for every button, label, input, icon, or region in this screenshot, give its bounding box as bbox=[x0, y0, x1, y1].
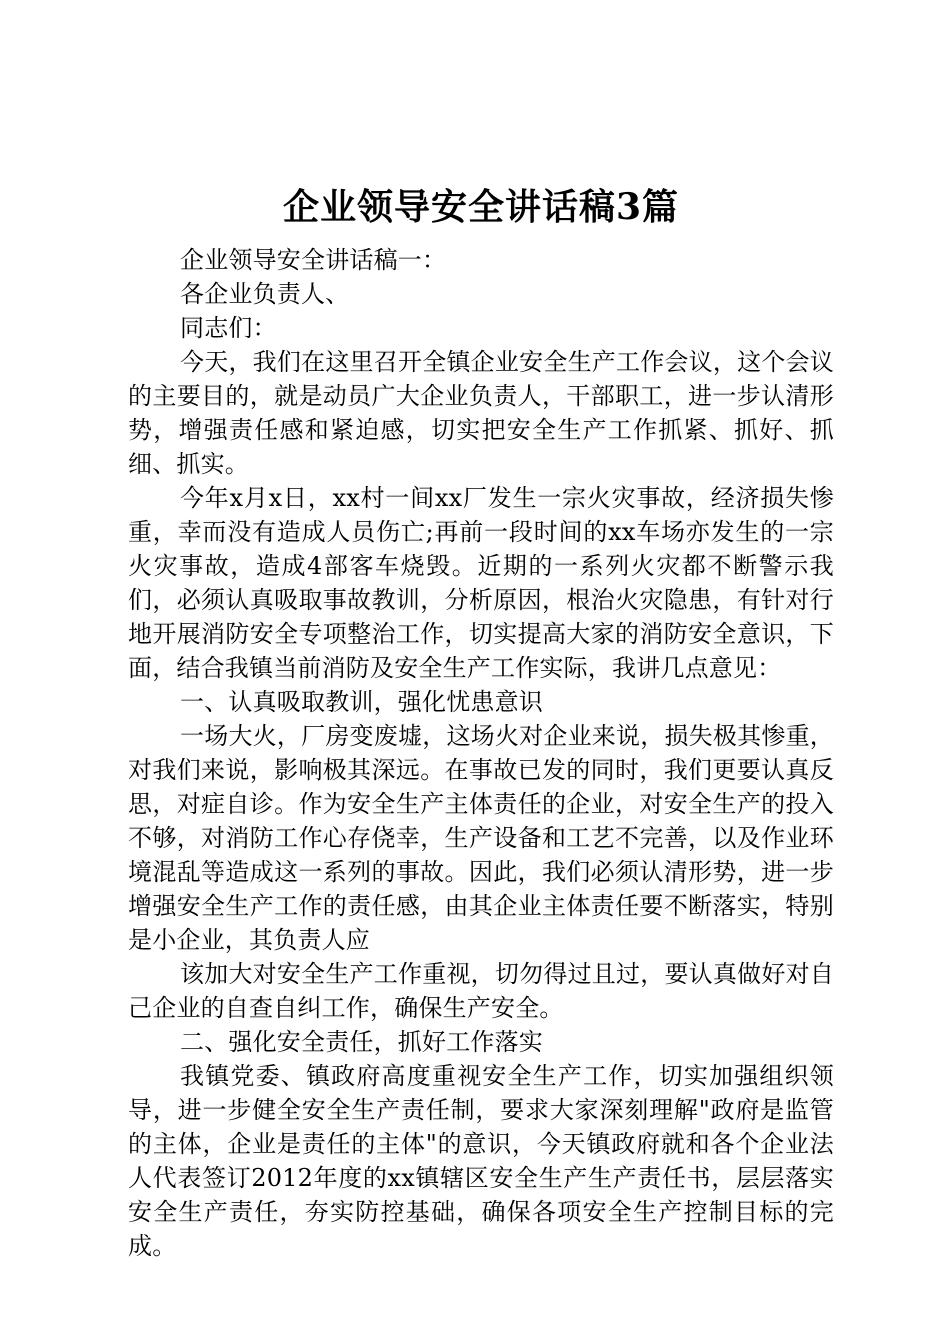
section-heading-2: 二、强化安全责任，抓好工作落实 bbox=[180, 1028, 543, 1056]
paragraph-section-1: 一场大火，厂房变废墟，这场火对企业来说，损失极其惨重，对我们来说，影响极其深远。在事故已发的同时，我们更要认真反思，对症自诊。作为安全生产主体责任的企业，对安全生产的投入不够，对消防工作心存侥幸，生产设备和工艺不完善，以及作业环境混乱等造成这一系列的事故。因此，我们必须认清形势，进一步增强安全生产工作的责任感，由其企业主体责任要不断落实，特别是小企业，其负责人应 bbox=[128, 722, 834, 954]
section-heading-1: 一、认真吸取教训，强化忧患意识 bbox=[180, 688, 543, 716]
document-body bbox=[128, 243, 834, 1263]
paragraph-heading-line: 企业领导安全讲话稿一： bbox=[180, 246, 447, 274]
paragraph-intro: 今天，我们在这里召开全镇企业安全生产工作会议，这个会议的主要目的，就是动员广大企业负责人，干部职工，进一步认清形势，增强责任感和紧迫感，切实把安全生产工作抓紧、抓好、抓细、抓实。 bbox=[128, 348, 834, 478]
paragraph-salutation-1: 各企业负责人、 bbox=[180, 280, 350, 308]
paragraph-salutation-2: 同志们： bbox=[180, 314, 277, 342]
paragraph-section-1-cont: 该加大对安全生产工作重视，切勿得过且过，要认真做好对自己企业的自查自纠工作，确保生产安全。 bbox=[128, 960, 834, 1022]
paragraph-section-2: 我镇党委、镇政府高度重视安全生产工作，切实加强组织领导，进一步健全安全生产责任制，要求大家深刻理解"政府是监管的主体，企业是责任的主体"的意识，今天镇政府就和各个企业法人代表签订2012年度的xx镇辖区安全生产生产责任书，层层落实安全生产责任，夯实防控基础，确保各项安全生产控制目标的完成。 bbox=[128, 1062, 834, 1260]
paragraph-incident: 今年x月x日，xx村一间xx厂发生一宗火灾事故，经济损失惨重，幸而没有造成人员伤亡;再前一段时间的xx车场亦发生的一宗火灾事故，造成4部客车烧毁。近期的一系列火灾都不断警示我们，必须认真吸取事故教训，分析原因，根治火灾隐患，有针对行地开展消防安全专项整治工作，切实提高大家的消防安全意识，下面，结合我镇当前消防及安全生产工作实际，我讲几点意见： bbox=[128, 484, 834, 682]
document-title: 企业领导安全讲话稿3篇 bbox=[282, 186, 680, 228]
